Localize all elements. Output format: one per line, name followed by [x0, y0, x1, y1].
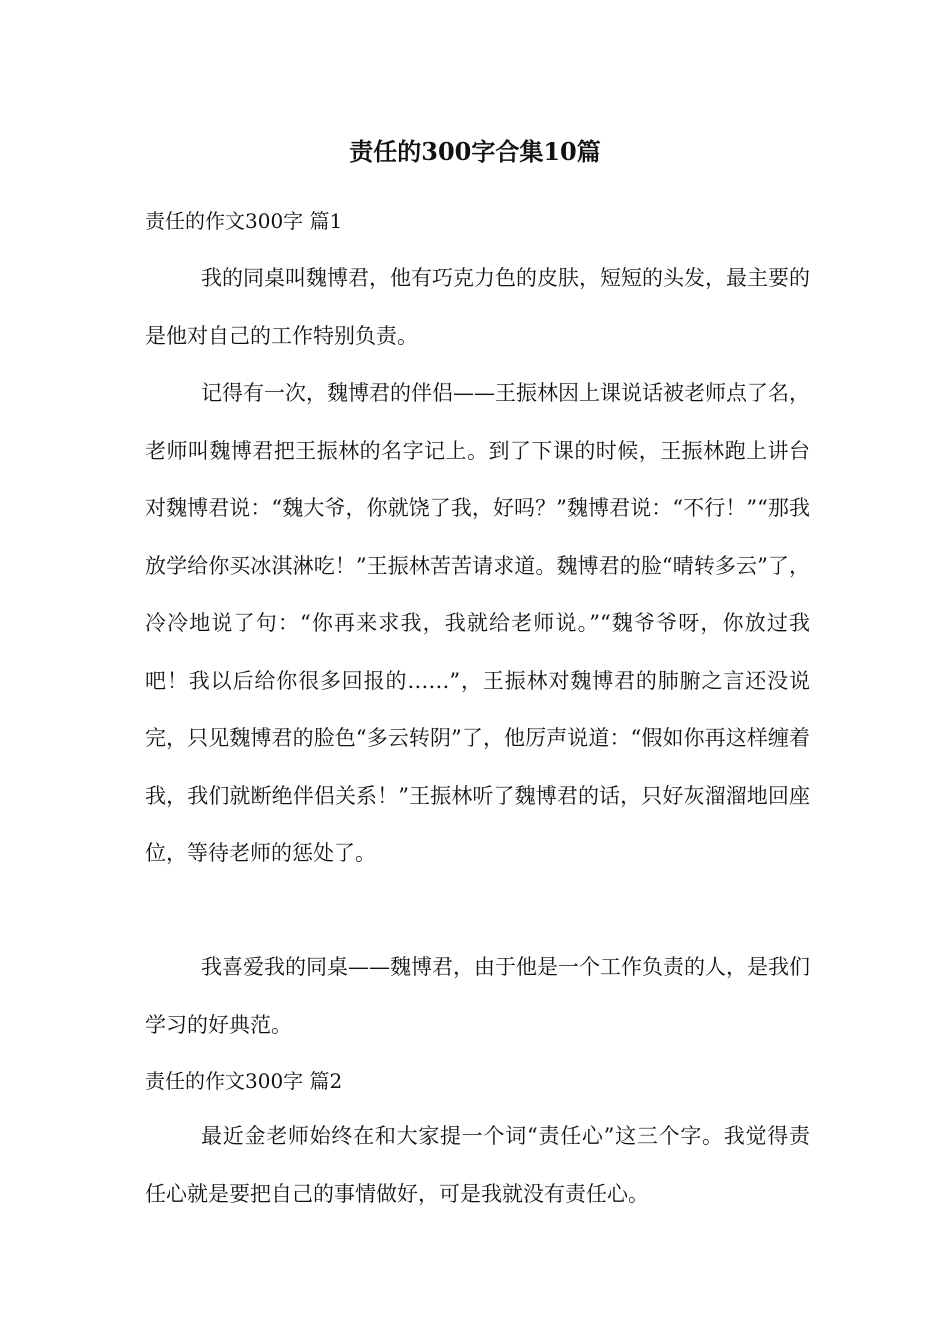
section-heading-2: 责任的作文300字 篇2 — [145, 1069, 343, 1093]
paragraph-1: 我的同桌叫魏博君，他有巧克力色的皮肤，短短的头发，最主要的是他对自己的工作特别负责。 — [145, 266, 810, 348]
paragraph-3: 我喜爱我的同桌——魏博君，由于他是一个工作负责的人，是我们学习的好典范。 — [145, 955, 810, 1037]
paragraph-2: 记得有一次，魏博君的伴侣——王振林因上课说话被老师点了名，老师叫魏博君把王振林的名字记上。到了下课的时候，王振林跑上讲台对魏博君说：“魏大爷，你就饶了我，好吗？”魏博君说：“不行！”“那我放学给你买冰淇淋吃！”王振林苦苦请求道。魏博君的脸“晴转多云”了，冷冷地说了句：“你再来求我，我就给老师说。”“魏爷爷呀，你放过我吧！我以后给你很多回报的……”，王振林对魏博君的肺腑之言还没说完，只见魏博君的脸色“多云转阴”了，他厉声说道：“假如你再这样缠着我，我们就断绝伴侣关系！”王振林听了魏博君的话，只好灰溜溜地回座位，等待老师的惩处了。 — [145, 381, 810, 865]
section-heading-1: 责任的作文300字 篇1 — [145, 209, 343, 233]
document-title: 责任的300字合集10篇 — [349, 137, 601, 166]
paragraph-4: 最近金老师始终在和大家提一个词“责任心”这三个字。我觉得责任心就是要把自己的事情做好，可是我就没有责任心。 — [145, 1124, 810, 1206]
